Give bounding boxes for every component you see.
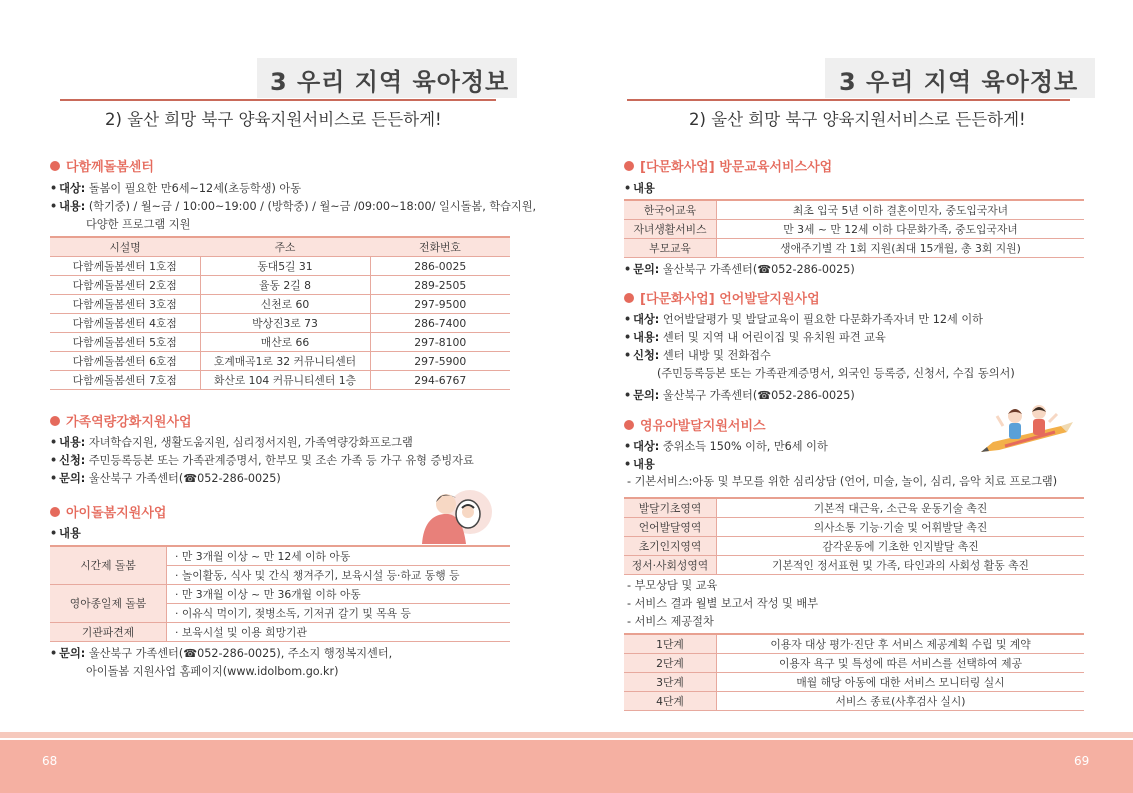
footer-stripe <box>0 732 1133 738</box>
bullet-dot-icon <box>50 161 60 171</box>
left-page <box>0 0 566 740</box>
table-row <box>624 220 1084 239</box>
family-content: • 내용: 자녀학습지원, 생활도움지원, 심리정서지원, 가족역량강화프로그램 <box>50 436 413 449</box>
cell: 매산로 66 <box>200 333 370 352</box>
cell: 만 3세 ~ 만 12세 이하 다문화가족, 중도입국자녀 <box>717 220 1085 239</box>
table-row <box>624 239 1084 258</box>
dahamkke-table <box>50 236 510 390</box>
language-apply-2: (주민등록등본 또는 가족관계증명서, 외국인 등록증, 신청서, 수집 동의서) <box>657 367 1015 380</box>
cell: 서비스 종료(사후검사 실시) <box>717 692 1085 711</box>
childcare-inquiry-2: 아이돌봄 지원사업 홈페이지(www.idolbom.go.kr) <box>86 665 339 678</box>
bullet-dot-icon <box>624 161 634 171</box>
row-label: 초기인지영역 <box>624 537 717 556</box>
language-apply: • 신청: 센터 내방 및 전화접수 <box>624 349 771 362</box>
table-row <box>624 634 1084 654</box>
infant-content-label: • 내용 <box>624 458 655 471</box>
row-label: 영아종일제 돌봄 <box>50 585 167 623</box>
family-inquiry: • 문의: 울산북구 가족센터(☎052-286-0025) <box>50 472 281 485</box>
dahamkke-content: • 내용: (학기중) / 월~금 / 10:00~19:00 / (방학중) / 월~금 /09:00~18:00/ 일시돌봄, 학습지원, <box>50 200 537 213</box>
cell: 매월 해당 아동에 대한 서비스 모니터링 실시 <box>717 673 1085 692</box>
cell: 다함께돌봄센터 3호점 <box>50 295 200 314</box>
section-title-childcare: 아이돌봄지원사업 <box>50 502 166 521</box>
row-label: 언어발달영역 <box>624 518 717 537</box>
childcare-content-label: • 내용 <box>50 527 81 540</box>
table-row <box>50 257 510 276</box>
visit-content-label: • 내용 <box>624 182 655 195</box>
footer-band <box>0 740 1133 793</box>
table-row <box>50 546 510 566</box>
cell: 최초 입국 5년 이하 결혼이민자, 중도입국자녀 <box>717 200 1085 220</box>
cell: 호계매곡1로 32 커뮤니티센터 <box>200 352 370 371</box>
cell: 동대5길 31 <box>200 257 370 276</box>
cell: 286-0025 <box>370 257 510 276</box>
row-label: 4단계 <box>624 692 717 711</box>
page-number-right: 69 <box>1074 754 1090 768</box>
cell: 감각운동에 기초한 인지발달 촉진 <box>717 537 1085 556</box>
table-row <box>50 314 510 333</box>
visit-inquiry: • 문의: 울산북구 가족센터(☎052-286-0025) <box>624 263 855 276</box>
cell: 이용자 욕구 및 특성에 따른 서비스를 선택하여 제공 <box>717 654 1085 673</box>
childcare-table <box>50 545 510 642</box>
page-subtitle: 2) 울산 희망 북구 양육지원서비스로 든든하게! <box>689 110 1026 129</box>
language-inquiry: • 문의: 울산북구 가족센터(☎052-286-0025) <box>624 389 855 402</box>
section-title-visit: [다문화사업] 방문교육서비스사업 <box>624 156 832 175</box>
table-row <box>624 200 1084 220</box>
row-label: 3단계 <box>624 673 717 692</box>
cell: 294-6767 <box>370 371 510 390</box>
cell: · 만 3개월 이상 ~ 만 12세 이하 아동 <box>167 546 511 566</box>
page-number-left: 68 <box>42 754 58 768</box>
section-title-infant: 영유아발달지원서비스 <box>624 415 766 434</box>
row-label: 정서·사회성영역 <box>624 556 717 575</box>
right-page <box>567 0 1133 740</box>
cell: 생애주기별 각 1회 지원(최대 15개월, 총 3회 지원) <box>717 239 1085 258</box>
table-row <box>624 537 1084 556</box>
cell: 297-5900 <box>370 352 510 371</box>
table-row <box>624 692 1084 711</box>
column-header: 시설명 <box>50 237 200 257</box>
row-label: 한국어교육 <box>624 200 717 220</box>
childcare-inquiry: • 문의: 울산북구 가족센터(☎052-286-0025), 주소지 행정복지센터, <box>50 647 393 660</box>
table-row <box>624 673 1084 692</box>
family-apply: • 신청: 주민등록등본 또는 가족관계증명서, 한부모 및 조손 가족 등 가구 유형 증빙자료 <box>50 454 474 467</box>
cell: 신천로 60 <box>200 295 370 314</box>
mother-baby-illustration-icon <box>412 486 512 546</box>
table-row <box>624 518 1084 537</box>
cell: · 만 3개월 이상 ~ 만 36개월 이하 아동 <box>167 585 511 604</box>
cell: 율동 2길 8 <box>200 276 370 295</box>
infant-extra-1: - 부모상담 및 교육 <box>627 579 718 592</box>
bullet-dot-icon <box>624 420 634 430</box>
cell: 의사소통 기능·기술 및 어휘발달 촉진 <box>717 518 1085 537</box>
table-row <box>50 333 510 352</box>
table-row <box>624 498 1084 518</box>
cell: 화산로 104 커뮤니티센터 1층 <box>200 371 370 390</box>
table-row <box>50 352 510 371</box>
page-subtitle: 2) 울산 희망 북구 양육지원서비스로 든든하게! <box>105 110 442 129</box>
infant-steps-table <box>624 633 1084 711</box>
cell: 이용자 대상 평가·진단 후 서비스 제공계획 수립 및 계약 <box>717 634 1085 654</box>
column-header: 전화번호 <box>370 237 510 257</box>
cell: 297-8100 <box>370 333 510 352</box>
cell: 기본적인 정서표현 및 가족, 타인과의 사회성 활동 촉진 <box>717 556 1085 575</box>
table-row <box>50 585 510 604</box>
table-row <box>50 276 510 295</box>
row-label: 자녀생활서비스 <box>624 220 717 239</box>
cell: 297-9500 <box>370 295 510 314</box>
section-title-dahamkke: 다함께돌봄센터 <box>50 156 154 175</box>
table-row <box>624 556 1084 575</box>
chapter-title: 3 우리 지역 육아정보 <box>839 68 1079 96</box>
row-label: 기관파견제 <box>50 623 167 642</box>
infant-target: • 대상: 중위소득 150% 이하, 만6세 이하 <box>624 440 828 453</box>
cell: 다함께돌봄센터 4호점 <box>50 314 200 333</box>
table-row <box>50 371 510 390</box>
cell: 다함께돌봄센터 6호점 <box>50 352 200 371</box>
column-header: 주소 <box>200 237 370 257</box>
cell: · 놀이활동, 식사 및 간식 챙겨주기, 보육시설 등·하교 동행 등 <box>167 566 511 585</box>
section-title-family: 가족역량강화지원사업 <box>50 411 192 430</box>
row-label: 1단계 <box>624 634 717 654</box>
cell: 289-2505 <box>370 276 510 295</box>
section-title-language: [다문화사업] 언어발달지원사업 <box>624 288 820 307</box>
cell: 다함께돌봄센터 1호점 <box>50 257 200 276</box>
infant-basic-service: - 기본서비스:아동 및 부모를 위한 심리상담 (언어, 미술, 놀이, 심리, 음악 치료 프로그램) <box>627 475 1058 488</box>
title-rule <box>627 99 1070 101</box>
cell: 다함께돌봄센터 7호점 <box>50 371 200 390</box>
table-row <box>50 295 510 314</box>
cell: 기본적 대근육, 소근육 운동기술 촉진 <box>717 498 1085 518</box>
children-on-pencil-illustration-icon <box>975 402 1075 464</box>
infant-area-table <box>624 497 1084 575</box>
infant-extra-2: - 서비스 결과 월별 보고서 작성 및 배부 <box>627 597 819 610</box>
cell: 다함께돌봄센터 5호점 <box>50 333 200 352</box>
dahamkke-content-2: 다양한 프로그램 지원 <box>86 218 191 231</box>
table-row <box>50 623 510 642</box>
bullet-dot-icon <box>624 293 634 303</box>
table-row <box>624 654 1084 673</box>
visit-table <box>624 199 1084 258</box>
cell: 박상진3로 73 <box>200 314 370 333</box>
cell: · 보육시설 및 이용 희망기관 <box>167 623 511 642</box>
infant-extra-3: - 서비스 제공절차 <box>627 615 714 628</box>
bullet-dot-icon <box>50 416 60 426</box>
chapter-title: 3 우리 지역 육아정보 <box>270 68 510 96</box>
language-content: • 내용: 센터 및 지역 내 어린이집 및 유치원 파견 교육 <box>624 331 886 344</box>
row-label: 시간제 돌봄 <box>50 546 167 585</box>
cell: · 이유식 먹이기, 젖병소독, 기저귀 갈기 및 목욕 등 <box>167 604 511 623</box>
cell: 286-7400 <box>370 314 510 333</box>
language-target: • 대상: 언어발달평가 및 발달교육이 필요한 다문화가족자녀 만 12세 이하 <box>624 313 983 326</box>
title-rule <box>60 99 496 101</box>
row-label: 발달기초영역 <box>624 498 717 518</box>
cell: 다함께돌봄센터 2호점 <box>50 276 200 295</box>
dahamkke-target: • 대상: 돌봄이 필요한 만6세~12세(초등학생) 아동 <box>50 182 302 195</box>
row-label: 부모교육 <box>624 239 717 258</box>
bullet-dot-icon <box>50 507 60 517</box>
row-label: 2단계 <box>624 654 717 673</box>
